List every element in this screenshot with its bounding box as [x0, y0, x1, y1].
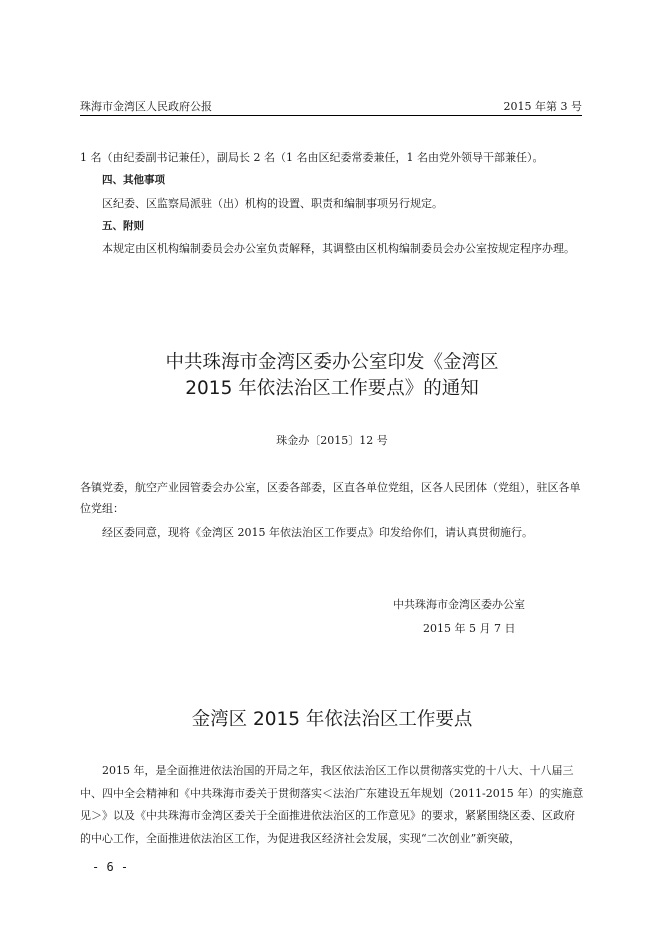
gazette-name: 珠海市金湾区人民政府公报 — [80, 100, 212, 113]
notice-title-line-1: 中共珠海市金湾区委办公室印发《金湾区 — [165, 352, 499, 373]
work-plan-paragraph: 2015 年，是全面推进依法治国的开局之年，我区依法治区工作以贯彻落实党的十八大、十八届三中、四中全会精神和《中共珠海市委关于贯彻落实＜法治广东建设五年规划（2011-2015 年）的实施意见＞》以及《中共珠海市金湾区委关于全面推进依法治区的工作意见》的要求，紧紧围绕区委、区政府的中心工作，全面推进依法治区工作，为促进我区经济社会发展，实现“二次创业”新突破， — [80, 764, 584, 845]
issue-date: 2015 年 5 月 7 日 — [423, 622, 516, 635]
section-5-paragraph: 本规定由区机构编制委员会办公室负责解释，其调整由区机构编制委员会办公室按规定程序办理。 — [102, 242, 575, 255]
section-4-paragraph: 区纪委、区监察局派驻（出）机构的设置、职责和编制事项另行规定。 — [102, 197, 443, 210]
notice-recipients: 各镇党委，航空产业园管委会办公室，区委各部委，区直各单位党组，区各人民团体（党组），驻区各单位党组： — [80, 481, 581, 515]
work-plan-title: 金湾区 2015 年依法治区工作要点 — [191, 709, 473, 730]
document-number: 珠金办〔2015〕12 号 — [276, 434, 388, 447]
continuation-text: 1 名（由纪委副书记兼任），副局长 2 名（1 名由区纪委常委兼任，1 名由党外领导干部兼任）。 — [80, 151, 544, 164]
issue-number: 2015 年第 3 号 — [503, 100, 582, 113]
section-heading-5: 五、附则 — [102, 220, 144, 232]
notice-body: 经区委同意，现将《金湾区 2015 年依法治区工作要点》印发给你们，请认真贯彻施行。 — [102, 526, 533, 539]
issuer-signature: 中共珠海市金湾区委办公室 — [393, 598, 525, 611]
page-number: - 6 - — [92, 860, 129, 874]
page-header — [80, 97, 582, 116]
notice-title-line-2: 2015 年依法治区工作要点》的通知 — [185, 378, 479, 399]
section-heading-4: 四、其他事项 — [102, 174, 165, 186]
